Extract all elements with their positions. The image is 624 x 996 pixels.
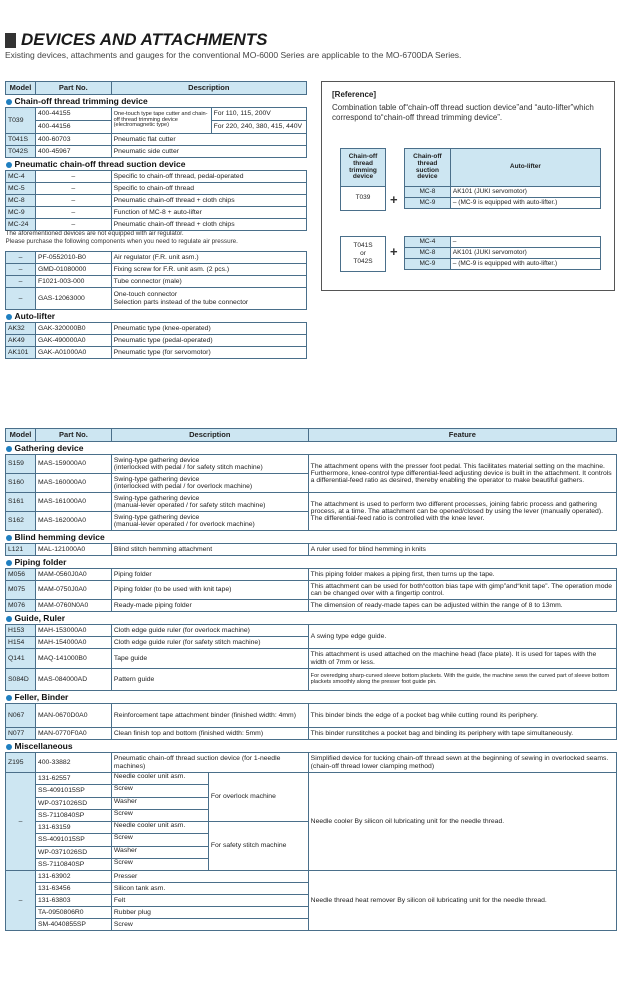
desc-cell: Washer bbox=[112, 847, 208, 859]
desc-cell: Function of MC-8 + auto-lifter bbox=[111, 207, 306, 219]
table-row bbox=[405, 198, 601, 209]
model-cell: T041S bbox=[6, 134, 36, 146]
model-cell: M076 bbox=[6, 600, 36, 612]
bullet-icon bbox=[6, 744, 12, 750]
ref-lifter-cell: – (MC-9 is equipped with auto-lifter.) bbox=[450, 259, 600, 270]
section-suction: Pneumatic chain-off thread suction device bbox=[6, 158, 307, 171]
part-cell: 400-44155 bbox=[35, 108, 111, 121]
ref-header-autolifter: Auto-lifter bbox=[450, 149, 600, 187]
table-row bbox=[6, 264, 307, 276]
part-cell: 131-63159 bbox=[35, 822, 111, 834]
section-gathering: Gathering device bbox=[6, 442, 617, 455]
section-blind-hemming: Blind hemming device bbox=[6, 531, 617, 544]
part-cell: MAM-0760N0A0 bbox=[35, 600, 111, 612]
part-cell: 400-60703 bbox=[35, 134, 111, 146]
bottom-table-header bbox=[6, 429, 617, 442]
part-cell: 131-63456 bbox=[35, 883, 111, 895]
part-cell: MAS-161000A0 bbox=[35, 493, 111, 512]
feature-cell: The attachment is used to perform two different processes, joining fabric process and gathering process, at a time. The attachment can be opened/closed by using the lever (manually operated). The differential-feed ratio is controlled with the knee lever. bbox=[308, 493, 616, 531]
ref-header-trimming: Chain-off thread trimming device bbox=[341, 149, 386, 187]
bullet-icon bbox=[6, 560, 12, 566]
desc-cell: Ready-made piping folder bbox=[111, 600, 308, 612]
model-cell: MC-5 bbox=[6, 183, 36, 195]
desc-cell: Presser bbox=[111, 871, 308, 883]
desc-cell: Pneumatic chain-off thread suction device (for 1-needle machines) bbox=[111, 753, 308, 773]
feature-cell: The attachment opens with the presser foot pedal. This facilitates material setting on the machine. Furthermore, knee-control type differential-feed adjusting device is built in the attachment. It controls a differential-feed ratio as desired, thereby enabling the operator to make beautiful gathers. bbox=[308, 455, 616, 493]
page-subtitle: Existing devices, attachments and gauges for the conventional MO-6000 Series are applicable to the MO-6700DA Series. bbox=[5, 50, 462, 60]
part-cell: MAS-162000A0 bbox=[35, 512, 111, 531]
table-row bbox=[405, 187, 601, 198]
t039-desc: One-touch type tape cutter and chain-off thread trimming device (electromagnetic type) bbox=[112, 108, 212, 133]
table-row bbox=[6, 581, 617, 600]
model-cell: N077 bbox=[6, 728, 36, 740]
part-cell: MAS-084000AD bbox=[35, 669, 111, 691]
feature-cell: This binder binds the edge of a pocket bag while cutting round its periphery. bbox=[308, 704, 616, 728]
title-square-icon bbox=[5, 33, 16, 48]
feature-cell: A ruler used for blind hemming in knits bbox=[308, 544, 616, 556]
overlock-label: For overlock machine bbox=[210, 793, 276, 801]
desc-cell: Pneumatic flat cutter bbox=[111, 134, 306, 146]
ref-header-suction: Chain-off thread suction device bbox=[405, 149, 451, 187]
reference-desc: Combination table of“chain-off thread suction device”and “auto-lifter”which correspond to“chain-off thread trimming device”. bbox=[332, 103, 594, 122]
t039-voltage-a: For 110, 115, 200V bbox=[212, 108, 306, 121]
desc-cell: Piping folder bbox=[111, 569, 308, 581]
part-cell: GAK-320000B0 bbox=[35, 323, 111, 335]
ref-lifter-cell: – bbox=[450, 237, 600, 248]
part-cell: – bbox=[35, 171, 111, 183]
feature-cell: Needle cooler By silicon oil lubricating unit for the needle thread. bbox=[308, 773, 616, 871]
page-title: DEVICES AND ATTACHMENTS bbox=[5, 30, 268, 50]
desc-cell: Reinforcement tape attachment binder (finished width: 4mm) bbox=[111, 704, 308, 728]
desc-cell: Needle cooler unit asm. bbox=[112, 822, 208, 834]
part-cell: – bbox=[35, 195, 111, 207]
section-feller-binder: Feller, Binder bbox=[6, 691, 617, 704]
part-cell: – bbox=[35, 219, 111, 231]
desc-cell: Screw bbox=[111, 919, 308, 931]
ref-mc-cell: MC-8 bbox=[405, 187, 451, 198]
table-row bbox=[6, 207, 307, 219]
part-cell: WP-0371026SD bbox=[35, 797, 111, 809]
bottom-table bbox=[5, 428, 617, 931]
part-cell: TA-0950806R0 bbox=[35, 907, 111, 919]
bullet-icon bbox=[6, 314, 12, 320]
model-cell: AK32 bbox=[6, 323, 36, 335]
desc-cell: Pneumatic chain-off thread + cloth chips bbox=[111, 195, 306, 207]
ref-mc-cell: MC-4 bbox=[405, 237, 451, 248]
model-cell: – bbox=[6, 871, 36, 931]
desc-cell: Cloth edge guide ruler (for safety stitch machine) bbox=[111, 637, 308, 649]
model-cell: – bbox=[6, 276, 36, 288]
table-row bbox=[6, 195, 307, 207]
desc-cell: Tape guide bbox=[111, 649, 308, 669]
desc-cell: Swing-type gathering device (interlocked with pedal / for safety stitch machine) bbox=[111, 455, 308, 474]
ref-device-t041s-t042s: T041S or T042S bbox=[341, 237, 386, 272]
desc-cell: Specific to chain-off thread bbox=[111, 183, 306, 195]
bullet-icon bbox=[6, 99, 12, 105]
desc-cell: Felt bbox=[111, 895, 308, 907]
desc-cell: Blind stitch hemming attachment bbox=[111, 544, 308, 556]
table-row bbox=[6, 625, 617, 637]
part-cell: 400-45967 bbox=[35, 146, 111, 158]
part-cell: MAM-0750J0A0 bbox=[35, 581, 111, 600]
model-cell: AK49 bbox=[6, 335, 36, 347]
part-cell: MAS-159000A0 bbox=[35, 455, 111, 474]
feature-cell: This piping folder makes a piping first, then turns up the tape. bbox=[308, 569, 616, 581]
desc-cell: Silicon tank asm. bbox=[111, 883, 308, 895]
model-cell: MC-9 bbox=[6, 207, 36, 219]
model-cell: T042S bbox=[6, 146, 36, 158]
model-cell: L121 bbox=[6, 544, 36, 556]
feature-cell: A swing type edge guide. bbox=[308, 625, 616, 649]
plus-icon: + bbox=[390, 192, 398, 207]
model-cell: S084D bbox=[6, 669, 36, 691]
part-cell: MAS-160000A0 bbox=[35, 474, 111, 493]
part-cell: F1021-003-000 bbox=[35, 276, 111, 288]
part-cell: WP-0371026SD bbox=[35, 846, 111, 858]
model-cell: MC-4 bbox=[6, 171, 36, 183]
model-cell: M056 bbox=[6, 569, 36, 581]
part-cell: 131-62557 bbox=[35, 773, 111, 785]
part-cell: 131-63803 bbox=[35, 895, 111, 907]
ref-mc-cell: MC-9 bbox=[405, 198, 451, 209]
top-table bbox=[5, 81, 307, 359]
model-cell: AK101 bbox=[6, 347, 36, 359]
part-cell: MAQ-141000B0 bbox=[35, 649, 111, 669]
header-feature: Feature bbox=[308, 429, 616, 442]
reference-table-2-device bbox=[340, 236, 386, 272]
part-cell: SM-4040855SP bbox=[35, 919, 111, 931]
table-row bbox=[6, 649, 617, 669]
table-row bbox=[6, 252, 307, 264]
table-row bbox=[6, 276, 307, 288]
section-guide-ruler: Guide, Ruler bbox=[6, 612, 617, 625]
part-cell: – bbox=[35, 207, 111, 219]
part-cell: – bbox=[35, 183, 111, 195]
table-row bbox=[6, 871, 617, 883]
plus-icon: + bbox=[390, 244, 398, 259]
model-cell: – bbox=[6, 252, 36, 264]
model-cell: M075 bbox=[6, 581, 36, 600]
header-model: Model bbox=[6, 429, 36, 442]
bullet-icon bbox=[6, 162, 12, 168]
table-row bbox=[6, 171, 307, 183]
bullet-icon bbox=[6, 616, 12, 622]
part-cell: SS-4091015SP bbox=[35, 785, 111, 797]
header-part-no: Part No. bbox=[35, 82, 111, 95]
model-cell: MC-8 bbox=[6, 195, 36, 207]
model-cell: S161 bbox=[6, 493, 36, 512]
model-cell: S162 bbox=[6, 512, 36, 531]
desc-cell: Pneumatic side cutter bbox=[111, 146, 306, 158]
table-row bbox=[6, 134, 307, 146]
part-cell: GMD-01080000 bbox=[35, 264, 111, 276]
desc-cell: Washer bbox=[112, 798, 208, 810]
model-cell: S160 bbox=[6, 474, 36, 493]
table-row bbox=[6, 323, 307, 335]
part-cell: SS-7110840SP bbox=[35, 858, 111, 870]
part-cell: SS-7110840SP bbox=[35, 809, 111, 821]
desc-cell: Pneumatic type (for servomotor) bbox=[111, 347, 306, 359]
model-cell: N067 bbox=[6, 704, 36, 728]
desc-cell: Specific to chain-off thread, pedal-operated bbox=[111, 171, 306, 183]
table-row bbox=[6, 219, 307, 231]
table-row bbox=[6, 544, 617, 556]
table-row bbox=[6, 183, 307, 195]
desc-cell: Screw bbox=[113, 809, 133, 817]
part-cell: MAH-154000A0 bbox=[35, 637, 111, 649]
model-cell: Q141 bbox=[6, 649, 36, 669]
desc-cell: Swing-type gathering device (manual-lever operated / for overlock machine) bbox=[111, 512, 308, 531]
ref-lifter-cell: AK101 (JUKI servomotor) bbox=[450, 187, 600, 198]
top-table-header bbox=[6, 82, 307, 95]
desc-cell: Tube connector (male) bbox=[111, 276, 306, 288]
model-cell: H153 bbox=[6, 625, 36, 637]
safety-label: For safety stitch machine bbox=[210, 842, 287, 850]
desc-cell: Pneumatic chain-off thread + cloth chips bbox=[111, 219, 306, 231]
ref-mc-cell: MC-9 bbox=[405, 259, 451, 270]
part-cell: GAK-490000A0 bbox=[35, 335, 111, 347]
model-cell: – bbox=[6, 264, 36, 276]
part-cell: MAL-121000A0 bbox=[35, 544, 111, 556]
feature-cell: Needle thread heat remover By silicon oil lubricating unit for the needle thread. bbox=[308, 871, 616, 931]
table-row bbox=[6, 704, 617, 728]
table-row bbox=[6, 773, 617, 785]
desc-cell: Swing-type gathering device (manual-lever operated / for safety stitch machine) bbox=[111, 493, 308, 512]
model-cell: T039 bbox=[6, 108, 36, 134]
desc-cell: Pneumatic type (knee-operated) bbox=[111, 323, 306, 335]
model-cell: – bbox=[6, 288, 36, 310]
reference-title: [Reference] bbox=[332, 90, 377, 99]
ref-mc-cell: MC-8 bbox=[405, 248, 451, 259]
feature-cell: This binder runstitches a pocket bag and binding its periphery with tape simultaneously. bbox=[308, 728, 616, 740]
table-row bbox=[6, 335, 307, 347]
section-chainoff-trimming: Chain-off thread trimming device bbox=[6, 95, 307, 108]
part-cell: 400-33882 bbox=[35, 753, 111, 773]
model-cell: MC-24 bbox=[6, 219, 36, 231]
table-row bbox=[405, 259, 601, 270]
desc-cell: Air regulator (F.R. unit asm.) bbox=[111, 252, 306, 264]
desc-cell: Pattern guide bbox=[111, 669, 308, 691]
section-piping: Piping folder bbox=[6, 556, 617, 569]
reference-table-2-combo bbox=[404, 236, 601, 270]
table-row bbox=[6, 600, 617, 612]
part-cell: MAM-0560J0A0 bbox=[35, 569, 111, 581]
table-row bbox=[6, 455, 617, 474]
header-description: Description bbox=[111, 82, 306, 95]
table-row bbox=[6, 347, 307, 359]
ref-lifter-cell: AK101 (JUKI servomotor) bbox=[450, 248, 600, 259]
table-row bbox=[6, 288, 307, 310]
table-row bbox=[6, 493, 617, 512]
part-cell: MAN-0770F0A0 bbox=[35, 728, 111, 740]
table-row bbox=[405, 248, 601, 259]
model-cell: H154 bbox=[6, 637, 36, 649]
part-cell: GAS-12063000 bbox=[35, 288, 111, 310]
header-model: Model bbox=[6, 82, 36, 95]
section-autolifter: Auto-lifter bbox=[6, 310, 307, 323]
bullet-icon bbox=[6, 535, 12, 541]
feature-cell: Simplified device for tucking chain-off thread sewn at the beginning of sewing in overlocked seams. (chain-off thread lower clamping method) bbox=[308, 753, 616, 773]
part-cell: MAH-153000A0 bbox=[35, 625, 111, 637]
desc-cell: Screw bbox=[113, 858, 133, 866]
desc-cell: Needle cooler unit asm. bbox=[112, 773, 208, 785]
table-row bbox=[6, 669, 617, 691]
desc-cell: Screw bbox=[112, 785, 208, 797]
desc-cell: Fixing screw for F.R. unit asm. (2 pcs.) bbox=[111, 264, 306, 276]
feature-cell: For overedging sharp-curved sleeve bottom plackets. With the guide, the machine sews the curved part of sleeve bottom plackets smoothly along the presser foot guide pin. bbox=[308, 669, 616, 691]
ref-lifter-cell: – (MC-9 is equipped with auto-lifter.) bbox=[450, 198, 600, 209]
desc-cell: Swing-type gathering device (interlocked with pedal / for overlock machine) bbox=[111, 474, 308, 493]
feature-cell: The dimension of ready-made tapes can be adjusted within the range of 8 to 13mm. bbox=[308, 600, 616, 612]
table-row bbox=[405, 237, 601, 248]
part-cell: MAN-0670D0A0 bbox=[35, 704, 111, 728]
part-cell: SS-4091015SP bbox=[35, 834, 111, 846]
desc-cell: Piping folder (to be used with knit tape) bbox=[111, 581, 308, 600]
bullet-icon bbox=[6, 695, 12, 701]
suction-note-1: The aforementioned devices are not equipped with air regulator. bbox=[5, 230, 184, 238]
desc-cell: Screw bbox=[112, 834, 208, 846]
table-row bbox=[6, 753, 617, 773]
desc-cell: Cloth edge guide ruler (for overlock machine) bbox=[111, 625, 308, 637]
bullet-icon bbox=[6, 446, 12, 452]
reference-table-1-device bbox=[340, 148, 386, 211]
t039-voltage-b: For 220, 240, 380, 415, 440V bbox=[213, 123, 303, 131]
desc-cell: Rubber plug bbox=[111, 907, 308, 919]
desc-cell: Clean finish top and bottom (finished width: 5mm) bbox=[111, 728, 308, 740]
table-row bbox=[6, 569, 617, 581]
ref-device-t039: T039 bbox=[341, 187, 386, 211]
table-row bbox=[6, 146, 307, 158]
part-cell: PF-0552010-B0 bbox=[35, 252, 111, 264]
part-cell: 400-44156 bbox=[35, 121, 111, 134]
reference-table-1-combo bbox=[404, 148, 601, 209]
header-description: Description bbox=[111, 429, 308, 442]
part-cell: 131-63902 bbox=[35, 871, 111, 883]
section-miscellaneous: Miscellaneous bbox=[6, 740, 617, 753]
desc-cell: Pneumatic type (pedal-operated) bbox=[111, 335, 306, 347]
model-cell: Z195 bbox=[6, 753, 36, 773]
header-part-no: Part No. bbox=[35, 429, 111, 442]
feature-cell: This attachment can be used for both“cotton bias tape with gimp”and“knit tape”. The operation mode can be changed over with a fingertip control. bbox=[308, 581, 616, 600]
feature-cell: This attachment is used attached on the machine head (face plate). It is used for tapes with the width of 7mm or less. bbox=[308, 649, 616, 669]
desc-cell: One-touch connector Selection parts instead of the tube connector bbox=[111, 288, 306, 310]
model-cell: S159 bbox=[6, 455, 36, 474]
suction-note-2: Please purchase the following components when you need to regulate air pressure. bbox=[5, 238, 238, 246]
model-cell: – bbox=[6, 773, 36, 871]
table-row bbox=[6, 728, 617, 740]
part-cell: GAK-A01000A0 bbox=[35, 347, 111, 359]
